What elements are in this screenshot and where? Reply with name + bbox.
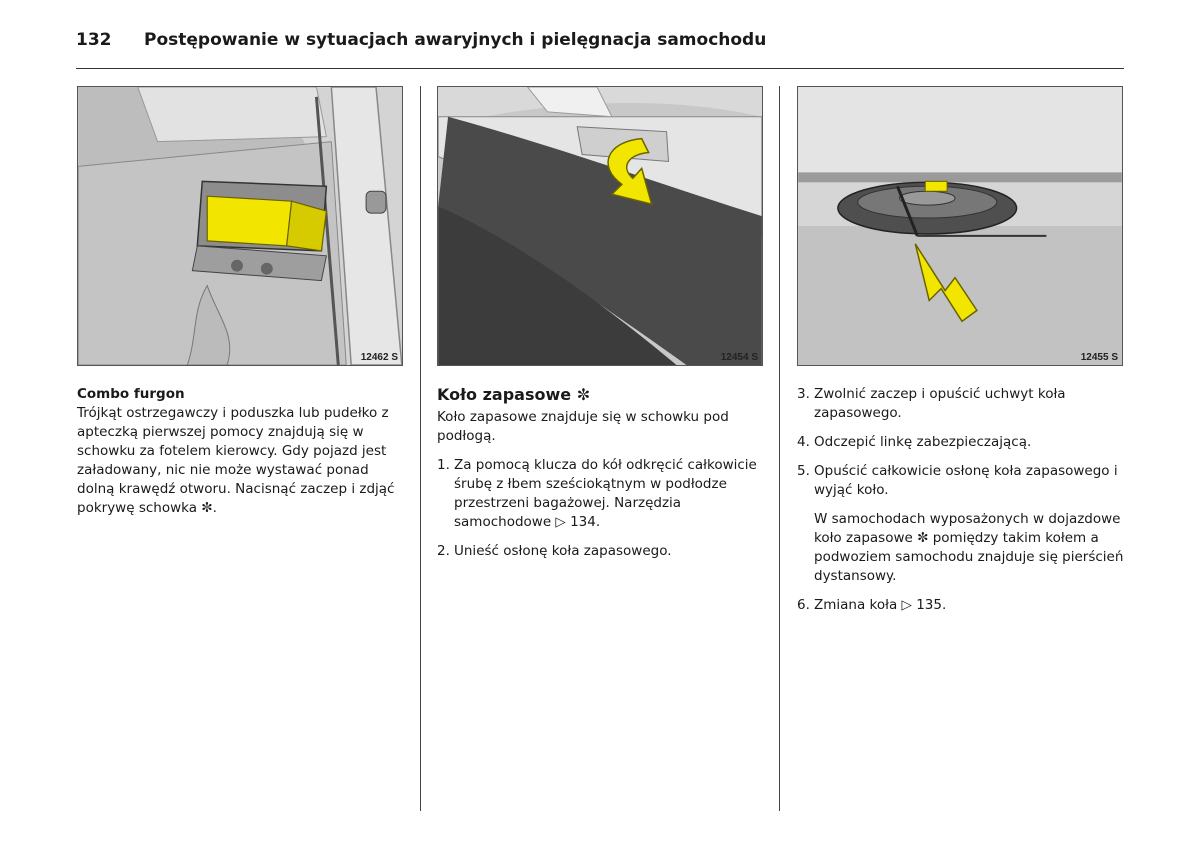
list-item xyxy=(797,433,1124,452)
steps-list xyxy=(797,385,1124,500)
figure-code: 12454 S xyxy=(720,352,758,363)
spare-wheel-illustration xyxy=(798,87,1122,365)
step-text: Unieść osłonę koła zapasowego. xyxy=(454,543,672,559)
paragraph-storage: Trójkąt ostrzegawczy i poduszka lub pudełko z apteczką pierwszej pomocy znajdują się w schowku za fotelem kierowcy. Gdy pojazd jest załadowany, nic nie może wystawać ponad dolną krawędź otworu. Nacisnąć zaczep i zdjąć pokrywę schowka ✼. xyxy=(77,405,395,516)
column-divider xyxy=(779,86,780,811)
page-number: 132 xyxy=(76,30,112,50)
figure-spare-wheel xyxy=(797,86,1123,366)
column-divider xyxy=(420,86,421,811)
step-number: 2. xyxy=(437,543,450,559)
figure-code: 12462 S xyxy=(360,352,398,363)
page-title: Postępowanie w sytuacjach awaryjnych i pielęgnacja samochodu xyxy=(144,30,767,50)
figure-code: 12455 S xyxy=(1080,352,1118,363)
list-item xyxy=(437,542,767,561)
column-2 xyxy=(437,385,767,571)
step-number: 1. xyxy=(437,457,450,473)
column-1 xyxy=(77,385,407,518)
note-spacer-ring: W samochodach wyposażonych w dojazdowe koło zapasowe ✼ pomiędzy takim kołem a podwoziem samochodu znajduje się pierścień dystansowy. xyxy=(814,511,1124,584)
step-number: 6. xyxy=(797,597,810,613)
paragraph-intro: Koło zapasowe znajduje się w schowku pod podłogą. xyxy=(437,409,729,444)
steps-list xyxy=(797,596,1124,615)
subheading-combo: Combo furgon xyxy=(77,386,185,402)
column-3 xyxy=(797,385,1124,625)
step-text: Za pomocą klucza do kół odkręcić całkowicie śrubę z łbem sześciokątnym w podłodze przestrzeni bagażowej. Narzędzia samochodowe ▷ 134. xyxy=(454,457,757,530)
step-text: Zmiana koła ▷ 135. xyxy=(814,597,947,613)
step-text: Odczepić linkę zabezpieczającą. xyxy=(814,434,1032,450)
step-text: Opuścić całkowicie osłonę koła zapasowego i wyjąć koło. xyxy=(814,463,1118,498)
figure-luggage-floor xyxy=(437,86,763,366)
step-number: 4. xyxy=(797,434,810,450)
step-number: 3. xyxy=(797,386,810,402)
luggage-floor-illustration xyxy=(438,87,762,365)
storage-compartment-illustration xyxy=(78,87,402,365)
header-rule xyxy=(76,68,1124,69)
list-item xyxy=(437,456,767,532)
figure-storage-compartment xyxy=(77,86,403,366)
section-title-spare-wheel: Koło zapasowe ✼ xyxy=(437,385,591,404)
steps-list xyxy=(437,456,767,561)
list-item xyxy=(797,385,1124,423)
step-number: 5. xyxy=(797,463,810,479)
step-text: Zwolnić zaczep i opuścić uchwyt koła zapasowego. xyxy=(814,386,1066,421)
list-item xyxy=(797,462,1124,500)
list-item xyxy=(797,596,1124,615)
